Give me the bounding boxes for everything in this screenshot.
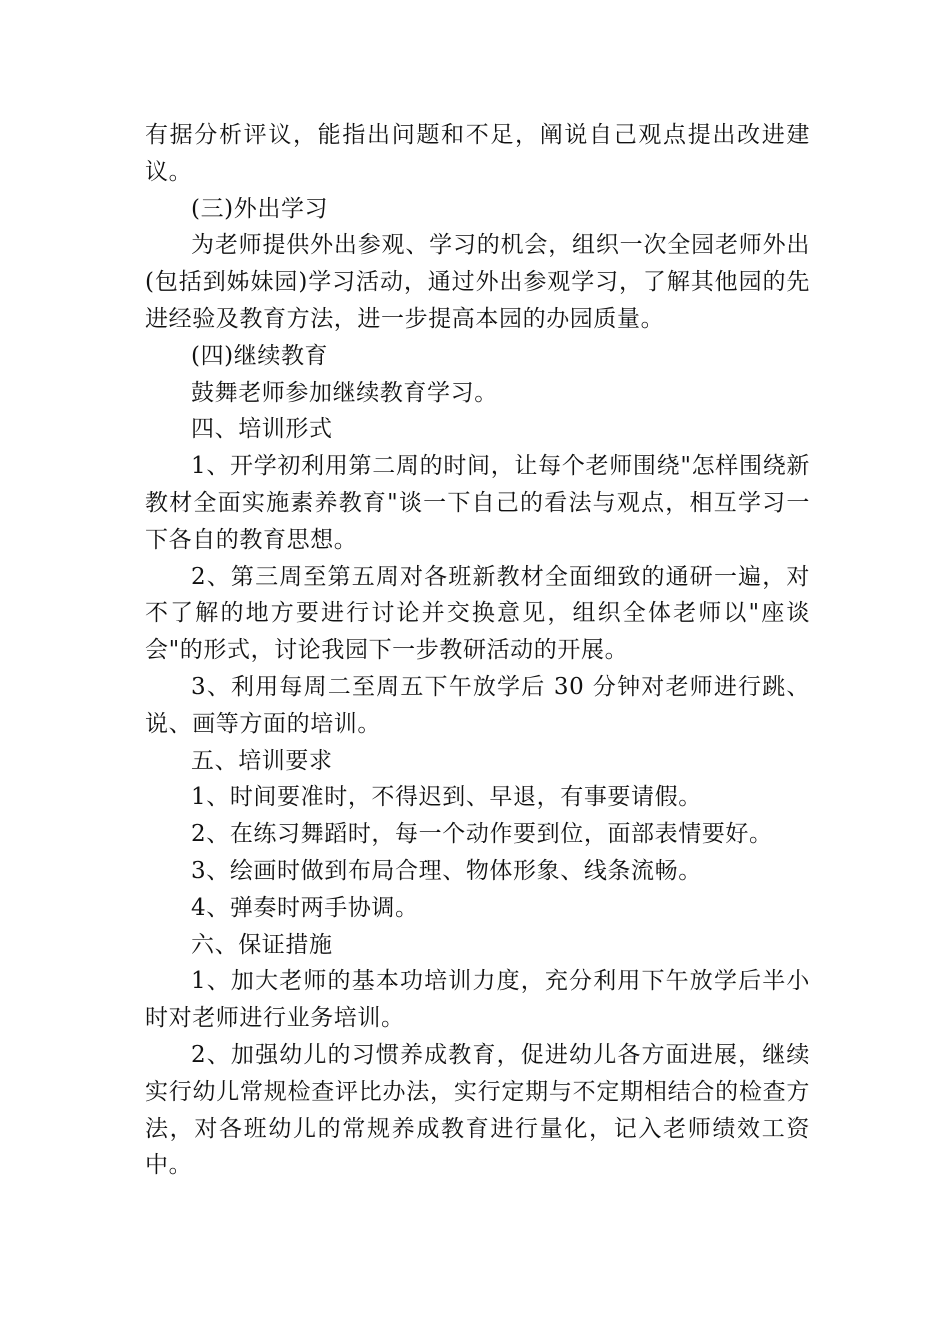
paragraph-measure-2: 2、加强幼儿的习惯养成教育，促进幼儿各方面进展，继续实行幼儿常规检查评比办法，实行定期与不定期相结合的检查方法，对各班幼儿的常规养成教育进行量化，记入老师绩效工资中。: [145, 1041, 810, 1179]
paragraph-training-form-3: 3、利用每周二至周五下午放学后 30 分钟对老师进行跳、说、画等方面的培训。: [145, 673, 810, 737]
section-heading-continuing-education: (四)继续教育: [191, 342, 329, 369]
document-page: [145, 117, 810, 1184]
paragraph-continuing-education: 鼓舞老师参加继续教育学习。: [191, 379, 498, 406]
section-heading-training-form: 四、培训形式: [191, 416, 333, 443]
paragraph-continuation: 有据分析评议，能指出问题和不足，阐说自己观点提出改进建议。: [145, 122, 810, 185]
paragraph-requirement-2: 2、在练习舞蹈时，每一个动作要到位，面部表情要好。: [191, 821, 773, 848]
section-heading-guarantee-measures: 六、保证措施: [191, 931, 333, 958]
section-heading-training-requirements: 五、培训要求: [191, 747, 333, 774]
paragraph-training-form-2: 2、第三周至第五周对各班新教材全面细致的通研一遍，对不了解的地方要进行讨论并交换意见，组织全体老师以"座谈会"的形式，讨论我园下一步教研活动的开展。: [145, 563, 810, 664]
section-heading-outing-study: (三)外出学习: [191, 195, 329, 222]
paragraph-outing-study: 为老师提供外出参观、学习的机会，组织一次全园老师外出(包括到姊妹园)学习活动，通过外出参观学习，了解其他园的先进经验及教育方法，进一步提高本园的办园质量。: [145, 232, 810, 332]
paragraph-requirement-3: 3、绘画时做到布局合理、物体形象、线条流畅。: [191, 857, 702, 884]
paragraph-requirement-1: 1、时间要准时，不得迟到、早退，有事要请假。: [191, 784, 702, 811]
paragraph-requirement-4: 4、弹奏时两手协调。: [191, 894, 419, 921]
paragraph-training-form-1: 1、开学初利用第二周的时间，让每个老师围绕"怎样围绕新教材全面实施素养教育"谈一下自己的看法与观点，相互学习一下各自的教育思想。: [145, 453, 810, 553]
paragraph-measure-1: 1、加大老师的基本功培训力度，充分利用下午放学后半小时对老师进行业务培训。: [145, 968, 810, 1032]
